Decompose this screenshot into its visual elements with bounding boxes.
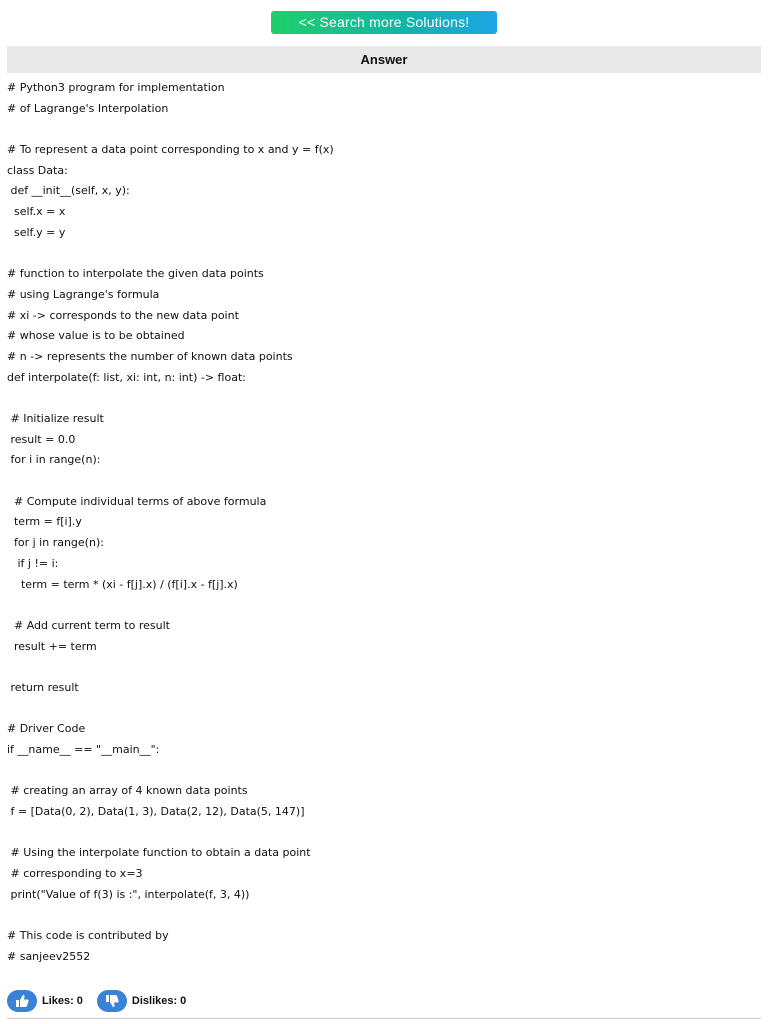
code-line: self.x = x [7,205,66,219]
code-line: term = term * (xi - f[j].x) / (f[i].x - f[j].x) [7,577,238,591]
code-line: print("Value of f(3) is :", interpolate(f, 3, 4)) [7,887,250,901]
code-line: # Compute individual terms of above formula [7,494,267,508]
code-line: term = f[i].y [7,515,82,529]
code-line [7,906,761,927]
likes-label: Likes: [42,994,74,1007]
bottom-divider [7,1018,761,1019]
like-button[interactable] [7,990,83,1012]
code-line: # Using the interpolate function to obtain a data point [7,846,311,860]
code-line: if j != i: [7,556,59,570]
code-line: def __init__(self, x, y): [7,184,130,198]
code-line: for j in range(n): [7,536,104,550]
code-line: # of Lagrange's Interpolation [7,101,169,115]
code-line [7,388,761,409]
code-line [7,823,761,844]
code-line: f = [Data(0, 2), Data(1, 3), Data(2, 12), Data(5, 147)] [7,805,305,819]
search-bar [0,11,768,34]
code-line: self.y = y [7,225,66,239]
code-line: return result [7,680,79,694]
code-line: # This code is contributed by [7,929,169,943]
code-line: # Python3 program for implementation [7,81,225,94]
code-line: # sanjeev2552 [7,949,91,963]
code-line: # n -> represents the number of known data points [7,349,293,363]
code-line: def interpolate(f: list, xi: int, n: int) -> float: [7,370,246,384]
code-line: result += term [7,639,97,653]
thumbs-up-icon [7,990,37,1012]
code-line: # Add current term to result [7,618,170,632]
code-line: class Data: [7,163,68,177]
code-line: # whose value is to be obtained [7,329,185,343]
code-line [7,761,761,782]
dislikes-count: 0 [180,994,187,1007]
code-line: if __name__ == "__main__": [7,743,160,756]
code-line [7,244,761,265]
code-line [7,595,761,616]
dislikes-label: Dislikes: [131,994,178,1007]
code-line: # corresponding to x=3 [7,867,143,881]
dislike-button[interactable] [97,990,186,1012]
search-more-solutions-button[interactable]: << Search more Solutions! [271,11,497,34]
likes-count: 0 [76,994,83,1007]
code-line [7,119,761,140]
code-line: # using Lagrange's formula [7,287,160,301]
code-line [7,471,761,492]
code-line: # To represent a data point corresponding to x and y = f(x) [7,143,334,157]
code-line: # xi -> corresponds to the new data point [7,308,239,322]
code-line: # Driver Code [7,722,86,736]
code-line: for i in range(n): [7,453,101,467]
code-block [7,78,761,968]
code-line: # Initialize result [7,412,104,425]
vote-bar [7,988,186,1013]
code-line [7,699,761,720]
code-line: result = 0.0 [7,432,76,446]
answer-heading: Answer [7,46,761,73]
code-line: # function to interpolate the given data points [7,267,264,281]
code-line: # creating an array of 4 known data points [7,784,248,798]
thumbs-down-icon [97,990,127,1012]
code-line [7,657,761,678]
